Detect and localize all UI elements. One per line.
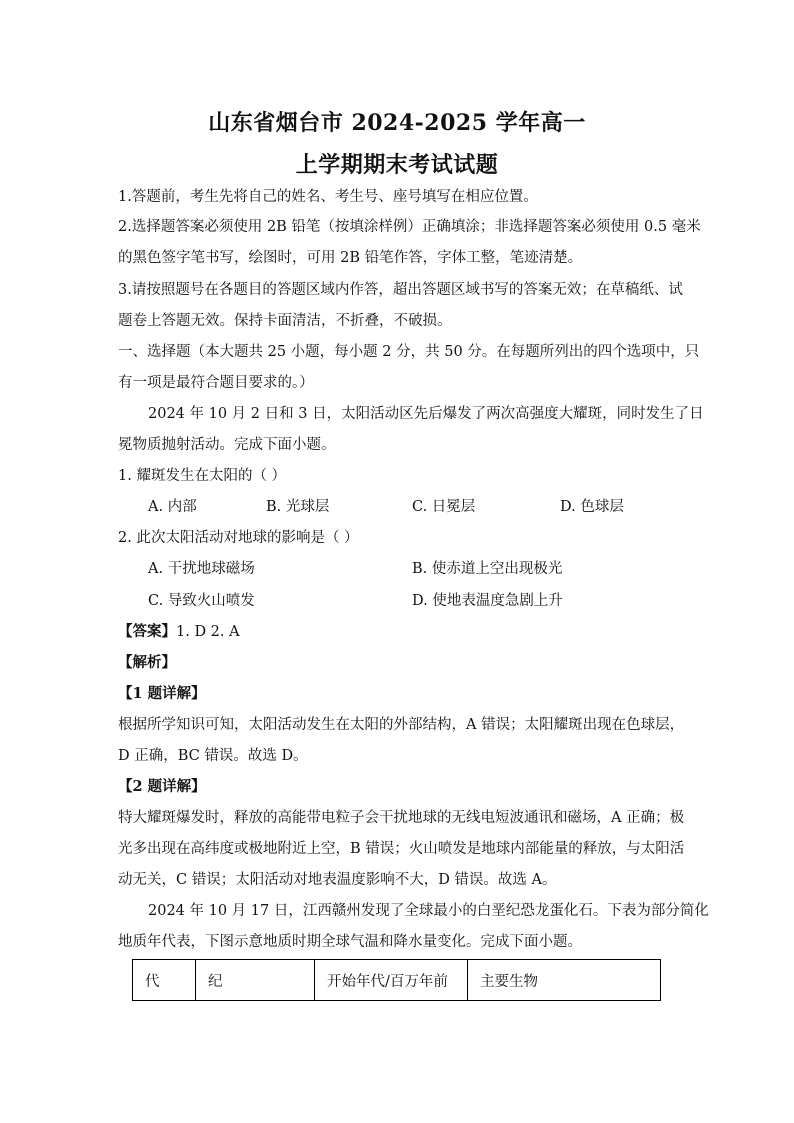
q1-option-c: C. 日冕层 xyxy=(412,499,476,515)
header-era: 代 xyxy=(133,960,196,1001)
page-title: 山东省烟台市 2024-2025 学年高一 xyxy=(208,110,586,136)
group2-stem: 2024 年 10 月 17 日，江西赣州发现了全球最小的白垩纪恐龙蛋化石。下表为部分简化 xyxy=(148,903,709,919)
q1-option-a: A. 内部 xyxy=(148,499,197,515)
header-main-organisms: 主要生物 xyxy=(468,960,661,1001)
group2-stem-cont: 地质年代表，下图示意地质时期全球气温和降水量变化。完成下面小题。 xyxy=(118,934,582,950)
header-start-age: 开始年代/百万年前 xyxy=(315,960,468,1001)
detail-1-text-cont: D 正确，BC 错误。故选 D。 xyxy=(118,748,308,764)
instruction-2: 2.选择题答案必须使用 2B 铅笔（按填涂样例）正确填涂；非选择题答案必须使用 0.5 毫米 xyxy=(118,219,701,235)
detail-2-label: 【2 题详解】 xyxy=(118,778,206,795)
instruction-3: 3.请按照题号在各题目的答题区域内作答，超出答题区域书写的答案无效；在草稿纸、试 xyxy=(118,282,683,298)
detail-2-text-end: 动无关，C 错误；太阳活动对地表温度影响不大，D 错误。故选 A。 xyxy=(118,872,557,888)
page-subtitle: 上学期期末考试试题 xyxy=(295,152,499,178)
geologic-time-table xyxy=(132,959,661,1001)
analysis-label: 【解析】 xyxy=(118,654,176,671)
q1-option-b: B. 光球层 xyxy=(266,499,330,515)
answer-value: 1. D 2. A xyxy=(176,624,240,640)
q2-option-d: D. 使地表温度急剧上升 xyxy=(412,593,563,609)
detail-2-text: 特大耀斑爆发时，释放的高能带电粒子会干扰地球的无线电短波通讯和磁场，A 正确；极 xyxy=(118,810,685,826)
section-heading-cont: 有一项是最符合题目要求的。） xyxy=(118,375,314,391)
header-period: 纪 xyxy=(196,960,315,1001)
q2-option-c: C. 导致火山喷发 xyxy=(148,593,255,609)
instruction-1: 1.答题前，考生先将自己的姓名、考生号、座号填写在相应位置。 xyxy=(118,189,538,205)
instruction-2-cont: 的黑色签字笔书写，绘图时，可用 2B 铅笔作答，字体工整，笔迹清楚。 xyxy=(118,250,583,266)
instruction-3-cont: 题卷上答题无效。保持卡面清洁，不折叠，不破损。 xyxy=(118,313,452,329)
question-1: 1. 耀斑发生在太阳的（ ） xyxy=(118,468,287,484)
group1-stem-cont: 冕物质抛射活动。完成下面小题。 xyxy=(118,437,336,453)
group1-stem: 2024 年 10 月 2 日和 3 日，太阳活动区先后爆发了两次高强度大耀斑，同时发生了日 xyxy=(148,406,704,422)
answer-line xyxy=(118,622,678,642)
section-heading: 一、选择题（本大题共 25 小题，每小题 2 分，共 50 分。在每题所列出的四个选项中，只 xyxy=(118,344,700,360)
q1-option-d: D. 色球层 xyxy=(560,499,624,515)
q2-option-a: A. 干扰地球磁场 xyxy=(148,561,255,577)
detail-2-text-cont: 光多出现在高纬度或极地附近上空，B 错误；火山喷发是地球内部能量的释放，与太阳活 xyxy=(118,841,685,857)
detail-1-label: 【1 题详解】 xyxy=(118,685,206,702)
q2-option-b: B. 使赤道上空出现极光 xyxy=(412,561,563,577)
table-header-row xyxy=(133,960,661,1001)
detail-1-text: 根据所学知识可知，太阳活动发生在太阳的外部结构，A 错误；太阳耀斑出现在色球层， xyxy=(118,717,685,733)
question-2: 2. 此次太阳活动对地球的影响是（ ） xyxy=(118,530,359,546)
answer-label: 【答案】 xyxy=(118,623,176,640)
